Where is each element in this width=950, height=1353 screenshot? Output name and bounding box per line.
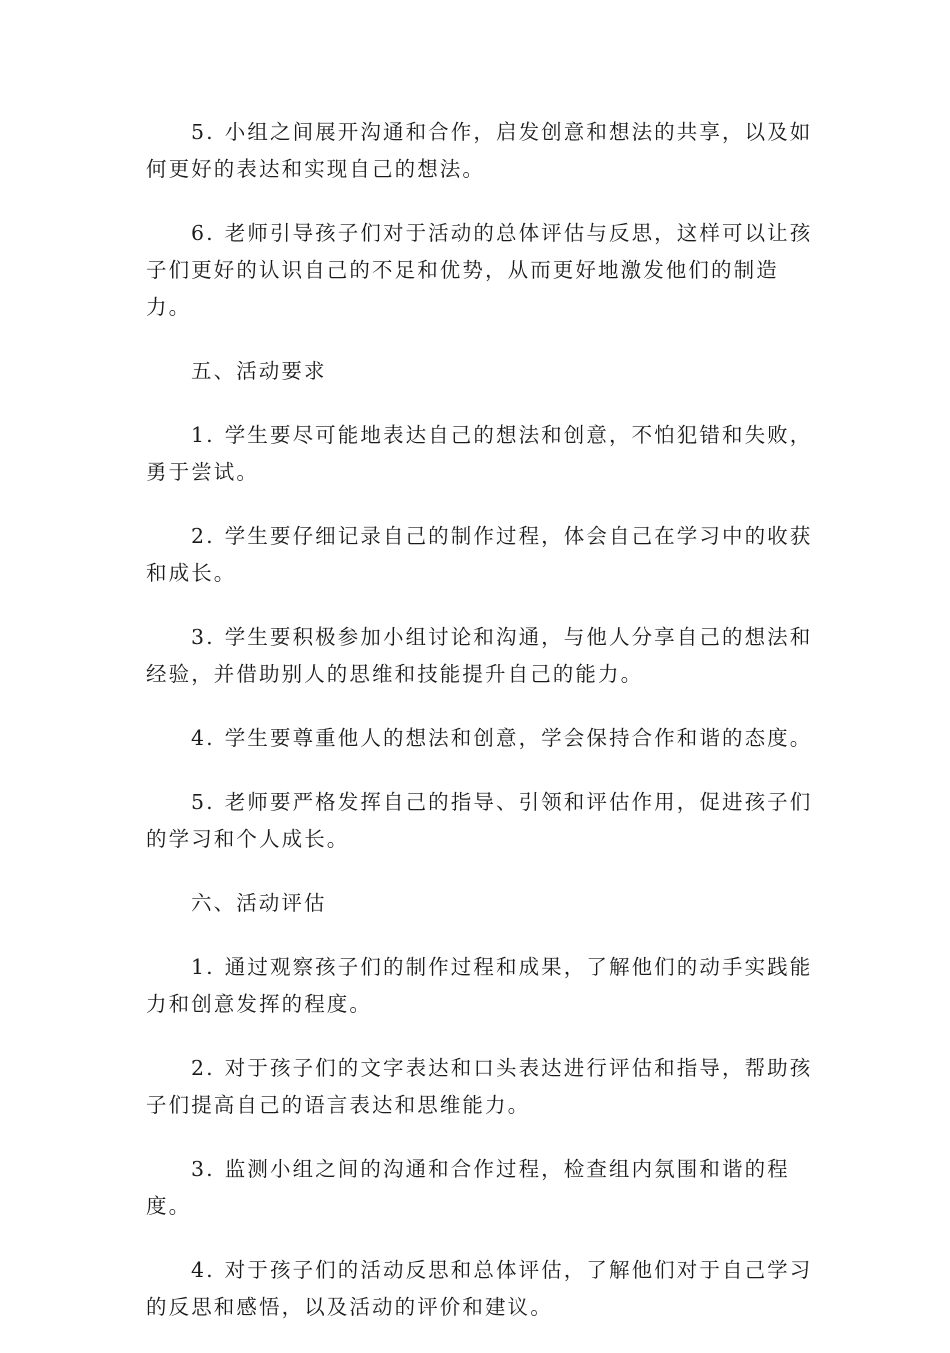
- item-text: 对于孩子们的文字表达和口头表达进行评估和指导，帮助孩子们提高自己的语言表达和思维能力。: [146, 1056, 813, 1117]
- list-item: [146, 1252, 818, 1326]
- item-number: 2.: [191, 524, 215, 548]
- list-item: [146, 619, 818, 693]
- section-heading: 六、活动评估: [191, 891, 327, 915]
- item-text: 监测小组之间的沟通和合作过程，检查组内氛围和谐的程度。: [146, 1157, 790, 1218]
- item-text: 学生要积极参加小组讨论和沟通，与他人分享自己的想法和经验，并借助别人的思维和技能提升自己的能力。: [146, 625, 813, 686]
- section-heading: 五、活动要求: [191, 359, 327, 383]
- item-number: 4.: [191, 1258, 215, 1282]
- item-text: 老师要严格发挥自己的指导、引领和评估作用，促进孩子们的学习和个人成长。: [146, 790, 813, 851]
- list-item: [146, 215, 818, 326]
- list-item: [146, 1050, 818, 1124]
- item-text: 学生要尽可能地表达自己的想法和创意，不怕犯错和失败，勇于尝试。: [146, 423, 813, 484]
- list-item: [146, 784, 818, 858]
- list-item: [146, 114, 818, 188]
- item-number: 1.: [191, 423, 215, 447]
- list-item: [146, 720, 818, 757]
- item-number: 6.: [191, 221, 215, 245]
- list-item: [146, 417, 818, 491]
- item-number: 3.: [191, 1157, 215, 1181]
- list-item: [146, 949, 818, 1023]
- item-number: 5.: [191, 790, 215, 814]
- item-number: 5.: [191, 120, 215, 144]
- item-text: 小组之间展开沟通和合作，启发创意和想法的共享，以及如何更好的表达和实现自己的想法。: [146, 120, 813, 181]
- document-body: [146, 114, 818, 1353]
- list-item: [146, 1151, 818, 1225]
- item-text: 老师引导孩子们对于活动的总体评估与反思，这样可以让孩子们更好的认识自己的不足和优势，从而更好地激发他们的制造力。: [146, 221, 813, 319]
- item-number: 4.: [191, 726, 215, 750]
- item-number: 1.: [191, 955, 215, 979]
- item-text: 通过观察孩子们的制作过程和成果，了解他们的动手实践能力和创意发挥的程度。: [146, 955, 813, 1016]
- item-text: 学生要仔细记录自己的制作过程，体会自己在学习中的收获和成长。: [146, 524, 813, 585]
- item-text: 学生要尊重他人的想法和创意，学会保持合作和谐的态度。: [224, 726, 813, 750]
- list-item: [146, 518, 818, 592]
- item-number: 2.: [191, 1056, 215, 1080]
- item-text: 对于孩子们的活动反思和总体评估，了解他们对于自己学习的反思和感悟，以及活动的评价和建议。: [146, 1258, 813, 1319]
- item-number: 3.: [191, 625, 215, 649]
